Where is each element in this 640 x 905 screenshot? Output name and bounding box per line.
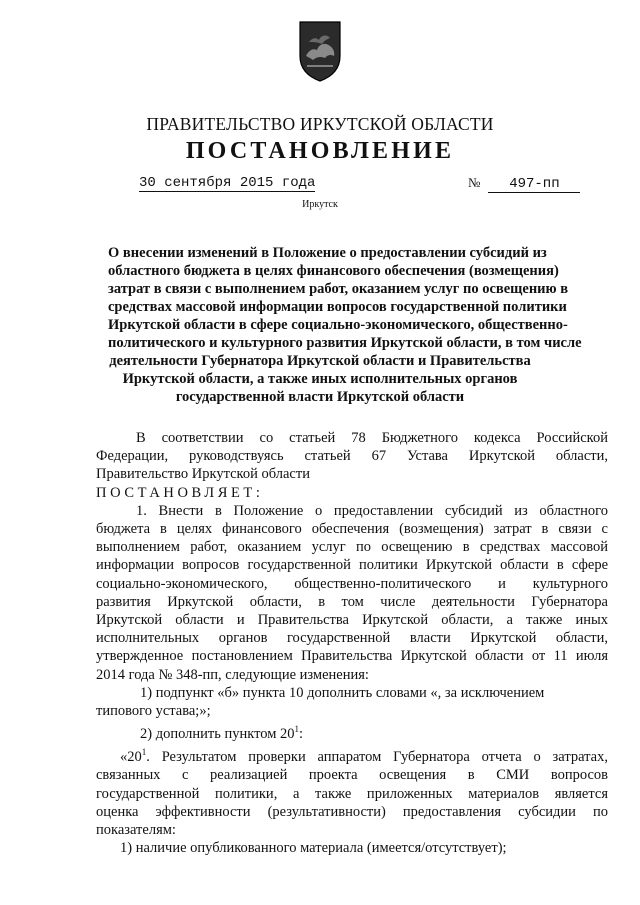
- postanovlyaet-label: ПОСТАНОВЛЯЕТ:: [96, 484, 264, 501]
- decree-number-value: 497-пп: [488, 176, 580, 193]
- body-line: 1. Внести в Положение о предоставлении субсидий из областного: [136, 502, 608, 519]
- title-line: областного бюджета в целях финансового обеспечения (возмещения): [108, 263, 559, 279]
- item2-superscript: 1: [294, 724, 300, 735]
- body-line: типового устава;»;: [96, 703, 211, 720]
- item2-text: 2) дополнить пунктом 20: [140, 726, 295, 743]
- title-line: государственной власти Иркутской области: [175, 389, 465, 405]
- body-line: развития Иркутской области, в том числе деятельности Губернатора: [96, 593, 608, 610]
- body-line: исполнительных органов государственной власти Иркутской области,: [96, 630, 608, 647]
- document-type: ПОСТАНОВЛЕНИЕ: [185, 138, 455, 164]
- quote-number: «20: [120, 749, 142, 766]
- body-line: 1) подпункт «б» пункта 10 дополнить словами «, за исключением: [140, 684, 545, 701]
- coat-of-arms-icon: [297, 20, 343, 82]
- body-line: выполнением работ, оказанием услуг по освещению в средствах массовой: [96, 539, 608, 556]
- title-line: политического и культурного развития Иркутской области, в том числе: [108, 335, 582, 351]
- title-line: Иркутской области в сфере социально-экономического, общественно-: [108, 317, 568, 333]
- body-line: связанных с реализацией проекта освещения в СМИ вопросов: [96, 767, 608, 784]
- quote-superscript: 1: [141, 747, 147, 758]
- body-line: социально-экономического, общественно-политического и культурного: [96, 575, 608, 592]
- title-line: средствах массовой информации вопросов государственной политики: [108, 299, 567, 315]
- title-line: деятельности Губернатора Иркутской области и Правительства: [109, 353, 531, 369]
- body-line: 1) наличие опубликованного материала (имеется/отсутствует);: [120, 840, 507, 857]
- city-name: Иркутск: [302, 199, 338, 210]
- body-line: Федерации, руководствуясь статьей 67 Устава Иркутской области,: [96, 448, 608, 465]
- document-title: [108, 244, 582, 406]
- government-name: ПРАВИТЕЛЬСТВО ИРКУТСКОЙ ОБЛАСТИ: [146, 114, 494, 134]
- item2-line: [96, 720, 608, 743]
- quote-line: [96, 743, 608, 766]
- title-line: затрат в связи с выполнением работ, оказанием услуг по освещению в: [108, 281, 569, 297]
- body-line: оценка эффективности (результативности) предоставления субсидии по: [96, 803, 608, 820]
- quote-text: . Результатом проверки аппаратом Губернатора отчета о затратах,: [146, 749, 608, 766]
- title-line: О внесении изменений в Положение о предоставлении субсидий из: [108, 245, 547, 261]
- body-line: показателям:: [96, 821, 176, 838]
- decree-date: [139, 175, 315, 191]
- body-line: государственной политики, а также приложенных материалов является: [96, 785, 608, 802]
- body-line: 2014 года № 348-пп, следующие изменения:: [96, 666, 369, 683]
- decree-number: [468, 175, 580, 193]
- title-line: Иркутской области, а также иных исполнительных органов: [122, 371, 518, 387]
- body-line: утвержденное постановлением Правительства Иркутской области от 11 июля: [96, 648, 608, 665]
- body-line: информации вопросов государственной политики Иркутской области в сфере: [96, 557, 608, 574]
- body-line: Иркутской области и Правительства Иркутской области, а также иных: [96, 612, 608, 629]
- item2-colon: :: [299, 726, 304, 743]
- body-line: В соответствии со статьей 78 Бюджетного кодекса Российской: [136, 430, 608, 446]
- document-body: [96, 429, 608, 857]
- number-sign: №: [468, 175, 481, 190]
- body-line: бюджета в целях финансового обеспечения (возмещения) затрат в связи с: [96, 521, 608, 538]
- body-line: Правительство Иркутской области: [96, 466, 310, 483]
- decree-date-value: 30 сентября 2015 года: [139, 175, 316, 191]
